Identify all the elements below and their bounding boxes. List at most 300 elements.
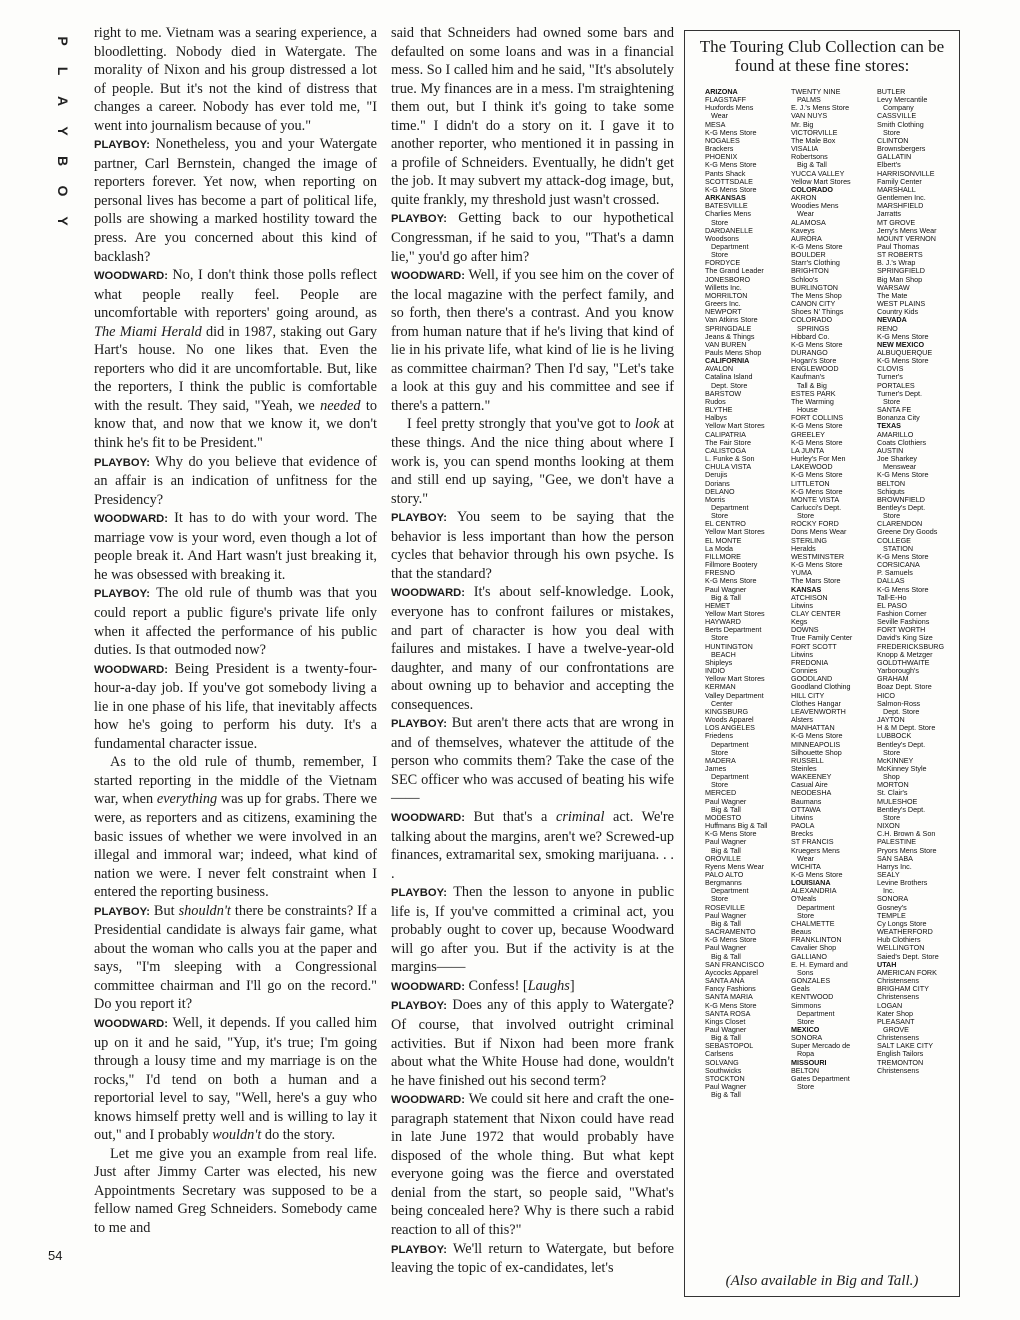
store-list-line: Alsters xyxy=(791,715,813,725)
speaker-label: WOODWARD: xyxy=(94,663,168,676)
speaker-label: WOODWARD: xyxy=(391,1094,465,1107)
store-list-line: Store xyxy=(705,217,729,227)
store-list-line: Turner's xyxy=(877,372,903,382)
store-list-line: Store xyxy=(877,396,901,406)
store-list-line: K-G Mens Store xyxy=(791,470,843,480)
store-list-line: DARDANELLE xyxy=(705,225,753,235)
store-list-line: SAN SABA xyxy=(877,853,913,863)
store-list-line: PAOLA xyxy=(791,821,815,831)
italic-text: criminal xyxy=(555,808,605,825)
store-list-line: Pauls Mens Shop xyxy=(705,348,762,357)
store-list-line: WESTMINSTER xyxy=(791,551,845,561)
store-list-line: Hurley's For Men xyxy=(791,454,846,464)
store-list-line: CORSICANA xyxy=(877,560,920,570)
page-number: 54 xyxy=(48,1248,63,1263)
store-list-line: CASSVILLE xyxy=(877,111,917,121)
store-list-line: EL MONTE xyxy=(705,535,742,545)
store-list-line: Heralds xyxy=(791,543,816,553)
store-list-line: VAN NUYS xyxy=(791,111,828,121)
store-list-line: C.H. Brown & Son xyxy=(877,829,936,839)
store-list-line: NEWPORT xyxy=(705,307,742,317)
store-list-line: Saied's Dept. Store xyxy=(877,951,939,961)
interview-paragraph: WOODWARD: No, I don't think those polls reflect what people really feel. People are uncomfortable with reporters' going around, as The Miami Herald did in 1987, staking out Gary Hart's house. No one likes that. Even the reporters who did it are uncomfortable. But, like the reporters, I think the public is comfortable with the result. They said, "Yeah, we needed to know that, and now that we know it, we don't think he's fit to be President." xyxy=(94,267,377,452)
store-list-line: K-G Mens Store xyxy=(705,127,757,137)
store-list-line: Tall & Big xyxy=(791,380,827,390)
store-list-line: SANTA FE xyxy=(877,405,912,415)
store-list-line: ALBUQUERQUE xyxy=(877,348,933,357)
store-list-line: NIXON xyxy=(877,821,900,831)
store-list-line: PALESTINE xyxy=(877,837,917,847)
article-paragraph: As to the old rule of thumb, remember, I started reporting in the middle of the Vietnam war, when everything was up for grabs. There we were, as reporters and as citizens, examining the basic issues of whether we were involved in an illegal and immoral war; indeed, what kind of nation we were. I never felt constraint when I entered the reporting business. xyxy=(94,754,377,901)
store-list-line: Bonanza City xyxy=(877,413,920,423)
store-list-line: Halbys xyxy=(705,413,727,423)
store-list-line: WELLINGTON xyxy=(877,943,925,953)
store-list-line: BROWNFIELD xyxy=(877,494,925,504)
store-list-line: JONESBORO xyxy=(705,274,751,284)
store-state-heading: UTAH xyxy=(877,959,897,969)
store-list-line: Kings Closet xyxy=(705,1016,746,1026)
store-list-line: HAYWARD xyxy=(705,617,741,627)
store-list-line: Store xyxy=(877,127,901,137)
interview-paragraph: WOODWARD: Confess! [Laughs] xyxy=(391,977,575,994)
store-list-line: K-G Mens Store xyxy=(877,470,929,480)
store-list-line: CALISTOGA xyxy=(705,445,747,455)
store-list-line: Connies xyxy=(791,666,818,676)
speaker-label: WOODWARD: xyxy=(94,270,168,283)
store-list-line: Store xyxy=(705,747,729,757)
store-list-line: LOS ANGELES xyxy=(705,723,755,733)
store-list-line: STATION xyxy=(877,543,914,553)
store-list-line: Simmons xyxy=(791,1000,821,1010)
store-list-line: VICTORVILLE xyxy=(791,127,838,137)
store-list-line: HUNTINGTON xyxy=(705,641,753,651)
store-list-line: Gates Department xyxy=(791,1073,850,1083)
store-list-line: Rudos xyxy=(705,396,726,406)
store-list-line: K-G Mens Store xyxy=(877,331,929,341)
store-list-line: SONORA xyxy=(877,894,909,904)
store-list-line: Christensens xyxy=(877,1065,919,1075)
store-list-line: LAKEWOOD xyxy=(791,462,833,472)
speaker-label: WOODWARD: xyxy=(391,811,465,824)
store-list-line: Hub Clothiers xyxy=(877,935,921,945)
store-list-line: OROVILLE xyxy=(705,853,741,863)
store-list-line: The Fair Store xyxy=(705,437,751,447)
store-list-line: Ropa xyxy=(791,1049,815,1059)
store-list-line: VAN BUREN xyxy=(705,339,747,349)
store-state-heading: COLORADO xyxy=(791,184,833,194)
interview-paragraph: PLAYBOY: Getting back to our hypothetical Congressman, if he said to you, "That's a damn lie," you'd go after him? xyxy=(391,210,674,265)
interview-paragraph: WOODWARD: It's about self-knowledge. Look, everyone has to confront failures or mistakes, and part of character is how you deal with failures and mistakes. I have a twelve-year-old daughter, and many of our confrontations are about owning up to behavior and accepting the consequences. xyxy=(391,584,674,713)
store-list-line: Store xyxy=(705,250,729,260)
store-list-line: PHOENIX xyxy=(705,152,738,162)
store-state-heading: LOUISIANA xyxy=(791,878,831,888)
speaker-label: WOODWARD: xyxy=(94,1017,168,1030)
store-list-line: Paul Wagner xyxy=(705,943,747,953)
store-list-line: Charlies Mens xyxy=(705,209,751,219)
store-list-line: E. H. Eymard and xyxy=(791,959,848,969)
store-list-line: Big & Tall xyxy=(705,951,741,961)
store-list-line: Yellow Mart Stores xyxy=(705,674,765,684)
store-list-line: INDIO xyxy=(705,666,725,676)
store-list-line: HARRISONVILLE xyxy=(877,168,935,178)
store-list-line: ST FRANCIS xyxy=(791,837,834,847)
store-state-heading: NEW MEXICO xyxy=(877,339,925,349)
store-list-line: K-G Mens Store xyxy=(705,576,757,586)
store-list-line: The Mars Store xyxy=(791,576,841,586)
store-list-line: Casual Aire xyxy=(791,780,828,790)
store-list-line: E. J.'s Mens Store xyxy=(791,103,850,113)
store-list-line: Seville Fashions xyxy=(877,617,930,627)
store-list-line: BOULDER xyxy=(791,250,826,260)
interview-paragraph: PLAYBOY: Why do you believe that evidence of an affair is an indication of unfitness for the Presidency? xyxy=(94,453,377,508)
store-list-footer: (Also available in Big and Tall.) xyxy=(725,1273,919,1289)
store-list-line: L. Funke & Son xyxy=(705,454,755,464)
store-list-line: B. J.'s Wrap xyxy=(877,258,916,268)
store-list-line: ALEXANDRIA xyxy=(791,886,837,896)
store-list-line: COLLEGE xyxy=(877,535,911,545)
speaker-label: WOODWARD: xyxy=(94,513,168,526)
store-list-line: Dorians xyxy=(705,478,730,488)
store-list-line: The Warming xyxy=(791,396,834,406)
store-list-line: ST ROBERTS xyxy=(877,250,923,260)
store-list-line: Wear xyxy=(791,209,815,219)
store-list-line: FORT SCOTT xyxy=(791,641,837,651)
store-list-line: Yellow Mart Stores xyxy=(705,527,765,537)
interview-paragraph: WOODWARD: We could sit here and craft the one-paragraph statement that Nixon could have read in late June 1972 that would probably have disposed of the whole thing. But what kept everyone going was the fierce and overstated denial from the start, so people said, "What's being concealed here? Why is there such a rabid reaction to all of this?" xyxy=(391,1091,674,1238)
store-list-line: Pryors Mens Store xyxy=(877,845,937,855)
side-label-letter: P xyxy=(55,36,71,46)
store-list-line: Shipleys xyxy=(705,657,733,667)
store-list-line: Kegs xyxy=(791,617,808,627)
store-list-line: Southwicks xyxy=(705,1065,742,1075)
store-list-line: AURORA xyxy=(791,233,822,243)
store-list-line: K-G Mens Store xyxy=(877,551,929,561)
store-list-line: Jeans & Things xyxy=(705,331,755,341)
store-list-line: Super Mercado de xyxy=(791,1041,851,1051)
store-list-line: Department xyxy=(791,1008,835,1018)
store-list-line: COLORADO xyxy=(791,315,833,325)
store-list-line: Harrys Inc. xyxy=(877,861,912,871)
store-list-line: FILLMORE xyxy=(705,551,741,561)
store-list-line: SCOTTSDALE xyxy=(705,176,753,186)
store-list-line: GREELEY xyxy=(791,429,825,439)
store-list-line: SPRINGS xyxy=(791,323,830,333)
store-list-line: MINNEAPOLIS xyxy=(791,739,841,749)
store-list-line: Ryens Mens Wear xyxy=(705,861,764,871)
store-list-line: KERMAN xyxy=(705,682,736,692)
store-list-line: WEST PLAINS xyxy=(877,299,926,309)
store-list-line: Turner's Dept. xyxy=(877,388,923,398)
store-list-line: Huffmans Big & Tall xyxy=(705,821,768,831)
store-list-line: Morris xyxy=(705,494,725,504)
store-list-line: Brackers xyxy=(705,144,734,154)
store-list-line: Levy Mercantile xyxy=(877,95,928,105)
store-list-line: Department xyxy=(705,772,749,782)
store-list-line: Gentlemen Inc. xyxy=(877,193,926,203)
store-list-line: Country Kids xyxy=(877,307,919,317)
store-list-line: McKINNEY xyxy=(877,755,914,765)
store-list-line: Yellow Mart Stores xyxy=(791,176,851,186)
store-list-line: Christensens xyxy=(877,976,919,986)
store-list-line: LUBBOCK xyxy=(877,731,912,741)
store-list-line: K-G Mens Store xyxy=(791,486,843,496)
store-list-line: Paul Wagner xyxy=(705,1082,747,1092)
store-list-line: CLAY CENTER xyxy=(791,609,841,618)
store-list-line: Bentley's Dept. xyxy=(877,739,926,749)
store-list-line: GONZALES xyxy=(791,976,831,986)
store-list-line: Wear xyxy=(791,853,815,863)
store-list-line: Store xyxy=(791,910,815,920)
store-list-line: MODESTO xyxy=(705,812,742,822)
store-state-heading: NEVADA xyxy=(877,315,907,325)
store-list-line: MORTON xyxy=(877,780,909,790)
store-list-line: Sons xyxy=(791,967,814,977)
store-list-line: Big & Tall xyxy=(705,592,741,602)
store-list-line: K-G Mens Store xyxy=(705,1000,757,1010)
store-list-line: GOODLAND xyxy=(791,674,833,684)
store-list-line: Cy Longs Store xyxy=(877,918,927,928)
store-list-line: Elbert's xyxy=(877,160,901,170)
store-list-line: Schloo's xyxy=(791,274,818,284)
store-list-line: Smith Clothing xyxy=(877,119,924,129)
store-list-line: WAKEENEY xyxy=(791,772,832,782)
store-list-line: Paul Wagner xyxy=(705,584,747,594)
store-state-heading: MISSOURI xyxy=(791,1057,827,1067)
store-list-line: BELTON xyxy=(877,478,906,488)
store-list-line: Boaz Dept. Store xyxy=(877,682,932,692)
store-list-line: DELANO xyxy=(705,486,735,496)
store-list-line: EL PASO xyxy=(877,600,907,610)
store-list-line: GROVE xyxy=(877,1024,909,1034)
store-list-line: SONORA xyxy=(791,1033,823,1043)
speaker-label: WOODWARD: xyxy=(391,270,465,283)
store-list-line: LITTLETON xyxy=(791,478,830,488)
store-list-line: House xyxy=(791,405,818,415)
store-list-line: MANHATTAN xyxy=(791,723,835,733)
store-list-line: SANTA MARIA xyxy=(705,992,753,1002)
store-list-line: Greene Dry Goods xyxy=(877,527,938,537)
store-list-line: CANON CITY xyxy=(791,299,836,309)
store-list-line: Willetts Inc. xyxy=(705,282,742,292)
store-list-line: CLINTON xyxy=(877,135,909,145)
store-list-line: Gosney's xyxy=(877,902,907,912)
store-list-line: DOWNS xyxy=(791,625,819,635)
store-list-line: RENO xyxy=(877,323,898,333)
store-list-line: Fillmore Bootery xyxy=(705,560,758,570)
store-list-line: Dons Mens Wear xyxy=(791,527,847,537)
store-list-line: STERLING xyxy=(791,535,827,545)
store-list-line: SANTA ROSA xyxy=(705,1008,751,1018)
store-list-line: Aycocks Apparel xyxy=(705,967,759,977)
store-list-line: MESA xyxy=(705,119,726,129)
store-list-line: FLAGSTAFF xyxy=(705,95,746,105)
store-list-line: Mr. Big xyxy=(791,119,814,129)
italic-text: look xyxy=(634,416,660,433)
store-list-line: LEAVENWORTH xyxy=(791,706,846,716)
store-list-line: LOGAN xyxy=(877,1000,903,1010)
store-list-line: ROCKY FORD xyxy=(791,519,839,529)
store-list-line: CHULA VISTA xyxy=(705,462,752,472)
speaker-label: WOODWARD: xyxy=(391,980,465,993)
store-list-line: Department xyxy=(791,902,835,912)
speaker-label: PLAYBOY: xyxy=(94,588,150,601)
store-list-line: Big & Tall xyxy=(705,918,741,928)
store-state-heading: KANSAS xyxy=(791,584,822,594)
store-list-line: Store xyxy=(705,511,729,521)
speaker-label: PLAYBOY: xyxy=(391,512,447,525)
side-label-letter: B xyxy=(55,155,71,167)
store-list-line: TREMONTON xyxy=(877,1057,924,1067)
store-list-line: Litwins xyxy=(791,649,813,659)
magazine-side-label xyxy=(52,26,74,236)
article-paragraph: I feel pretty strongly that you've got to look at these things. And the nice thing about where I work is, you can spend months looking at them and still end up saying, "Gee, we don't have a story." xyxy=(391,416,674,507)
store-list-line: Fancy Fashions xyxy=(705,984,756,994)
interview-paragraph: WOODWARD: Being President is a twenty-four-hour-a-day job. If you've got somebody living a lie in one phase of his life, that inevitably affects how he's going to perform his duty. It's a fundamental character issue. xyxy=(94,660,377,752)
store-list-line: PALMS xyxy=(791,95,821,105)
store-list-line: Yellow Mart Stores xyxy=(705,609,765,618)
store-list-line: Robertsons xyxy=(791,152,828,162)
store-list-line: Store xyxy=(877,511,901,521)
store-list-line: St. Clair's xyxy=(877,788,908,798)
store-state-heading: CALIFORNIA xyxy=(705,356,750,366)
store-list-line: SPRINGDALE xyxy=(705,323,752,333)
store-list-line: Department xyxy=(705,241,749,251)
interview-paragraph: WOODWARD: But that's a criminal act. We're talking about the margins, aren't we? Screwed-up finances, extramarital sex, smoking marijuana. . . . xyxy=(391,808,674,882)
store-list-line: Wear xyxy=(705,111,729,121)
store-list-line: Store xyxy=(705,633,729,643)
store-list-line: CHALMETTE xyxy=(791,918,835,928)
store-list-line: Woods Apparel xyxy=(705,715,754,725)
store-list-line: GALLIANO xyxy=(791,951,827,961)
store-list-line: Baumans xyxy=(791,796,822,806)
store-list-line: Big & Tall xyxy=(705,845,741,855)
store-list-line: BARSTOW xyxy=(705,388,742,398)
store-list-line: GALLATIN xyxy=(877,152,912,162)
store-list-line: Paul Wagner xyxy=(705,837,747,847)
store-list-line: Big & Tall xyxy=(791,160,827,170)
article-column-1 xyxy=(94,24,377,1238)
store-list-line: MONTE VISTA xyxy=(791,494,840,504)
store-list-line: Geals xyxy=(791,984,810,994)
store-state-heading: ARIZONA xyxy=(705,87,738,96)
store-list-line: DURANGO xyxy=(791,348,828,357)
store-list-line: ESTES PARK xyxy=(791,388,836,398)
store-list-line: Friedens xyxy=(705,731,733,741)
store-list-line: NEODESHA xyxy=(791,788,832,798)
speaker-label: PLAYBOY: xyxy=(94,456,150,469)
store-list-line: Store xyxy=(705,780,729,790)
store-list-line: KINGSBURG xyxy=(705,706,749,716)
store-list-line: Schiquts xyxy=(877,486,905,496)
store-list-box xyxy=(684,30,960,1297)
store-list-line: BEACH xyxy=(705,649,736,659)
store-list-line: Kruegers Mens xyxy=(791,845,840,855)
store-list-line: CLOVIS xyxy=(877,364,904,374)
article-paragraph: right to me. Vietnam was a searing experience, a bloodletting. Nobody died in Watergate. The morality of Nixon and his group distressed a lot of people. But it's not the kind of distress that changes a career. Nobody has ever told me, "I went into journalism because of you." xyxy=(94,25,377,134)
store-list-line: BLYTHE xyxy=(705,405,733,415)
italic-text: shouldn't xyxy=(178,902,231,919)
store-list-line: O'Neals xyxy=(791,894,817,904)
store-list-line: K-G Mens Store xyxy=(705,935,757,945)
store-list-line: ATCHISON xyxy=(791,592,828,602)
store-list-line: Family Center xyxy=(877,176,922,186)
store-list-line: FRANKLINTON xyxy=(791,935,842,945)
store-list-line: AUSTIN xyxy=(877,445,904,455)
store-list-line: Company xyxy=(877,103,914,113)
store-list-line: Knopp & Metzger xyxy=(877,649,933,659)
store-list-line: Valley Department xyxy=(705,690,764,700)
store-list-line: K-G Mens Store xyxy=(705,160,757,170)
store-list-line: MADERA xyxy=(705,755,736,765)
store-list-line: H & M Dept. Store xyxy=(877,723,936,733)
store-list-line: McKinney Style xyxy=(877,763,927,773)
store-list-line: The Grand Leader xyxy=(705,266,764,276)
store-list-line: Dept. Store xyxy=(877,706,920,716)
store-list-line: Carlsens xyxy=(705,1049,734,1059)
store-list-column-1 xyxy=(705,88,793,1099)
store-list-line: Shop xyxy=(877,772,900,782)
store-list-line: BURLINGTON xyxy=(791,282,838,292)
store-list-line: STOCKTON xyxy=(705,1073,745,1083)
store-list-line: BRIGHAM CITY xyxy=(877,984,929,994)
store-list-line: K-G Mens Store xyxy=(791,421,843,431)
store-list-line: Hogan's Store xyxy=(791,356,837,366)
store-list-line: Clothes Hangar xyxy=(791,698,841,708)
store-list-line: The Mens Shop xyxy=(791,290,842,300)
store-list-line: GOLDTHWAITE xyxy=(877,657,930,667)
store-list-line: The Mate xyxy=(877,290,908,300)
speaker-label: PLAYBOY: xyxy=(391,213,447,226)
interview-paragraph: PLAYBOY: You seem to be saying that the behavior is less important than how the person cycles that behavior through his own psyche. Is that the standard? xyxy=(391,509,674,582)
article-column-2 xyxy=(391,24,674,1278)
store-list-line: ENGLEWOOD xyxy=(791,364,839,374)
store-list-line: Paul Thomas xyxy=(877,241,920,251)
store-list-line: Big & Tall xyxy=(705,1033,741,1043)
store-state-heading: MEXICO xyxy=(791,1024,820,1034)
store-state-heading: ARKANSAS xyxy=(705,193,746,203)
interview-paragraph: WOODWARD: Well, it depends. If you called him up on it and he said, "Yup, it's true; I'm going through a lousy time and my marriage is on the rocks," I'd tend on both a human and a reportorial level to say, "Well, here's a guy who knows himself pretty well and is willing to lay it out," and I probably wouldn't do the story. xyxy=(94,1014,377,1144)
store-list-line: WARSAW xyxy=(877,282,910,292)
interview-paragraph: PLAYBOY: But shouldn't there be constraints? If a Presidential candidate is always fair game, what about the woman who calls you at the paper and says, "I'm sleeping with a Congressional committee chairman and I'll go on the record." Do you report it? xyxy=(94,902,378,1013)
store-list-line: Dept. Store xyxy=(705,380,748,390)
store-list-line: Paul Wagner xyxy=(705,796,747,806)
store-list-line: Woodies Mens xyxy=(791,201,839,211)
store-list-line: Jerry's Mens Wear xyxy=(877,225,937,235)
store-list-line: BATESVILLE xyxy=(705,201,748,211)
store-list-line: Brownsbergers xyxy=(877,144,926,154)
store-list-line: HICO xyxy=(877,690,895,700)
store-list-line: PALO ALTO xyxy=(705,870,744,879)
store-list-line: Carlucci's Dept. xyxy=(791,502,842,512)
article-paragraph: Let me give you an example from real life. Just after Jimmy Carter was elected, his new Appointments Secretary was supposed to be a fellow named Greg Schneiders. Somebody came to me and xyxy=(94,1145,377,1236)
store-list-line: David's King Size xyxy=(877,633,933,643)
store-list-line: SALT LAKE CITY xyxy=(877,1041,934,1051)
store-list-line: SEBASTOPOL xyxy=(705,1041,754,1051)
interview-paragraph: PLAYBOY: Then the lesson to anyone in public life is, If you've committed a criminal act, you probably ought to cover up, because Woodward will go after you. But if the activity is at the margins—— xyxy=(391,884,674,976)
speaker-label: PLAYBOY: xyxy=(391,1243,447,1256)
store-list-line: La Moda xyxy=(705,543,733,553)
interview-paragraph: WOODWARD: It has to do with your word. The marriage vow is your word, even though a lot of people break it. And Hart wasn't just breaking it, he was obsessed with breaking it. xyxy=(94,510,377,583)
store-list-line: MARSHALL xyxy=(877,184,916,194)
store-list-line: Jarratts xyxy=(877,209,901,219)
store-state-heading: TEXAS xyxy=(877,421,901,431)
store-list-line: BRIGHTON xyxy=(791,266,829,276)
store-list-line: Litwins xyxy=(791,600,813,610)
store-list-line: PLEASANT xyxy=(877,1016,915,1026)
store-list-line: Big & Tall xyxy=(705,1090,741,1100)
store-list-line: Catalina Island xyxy=(705,372,753,382)
store-list-line: Berts Department xyxy=(705,625,762,635)
